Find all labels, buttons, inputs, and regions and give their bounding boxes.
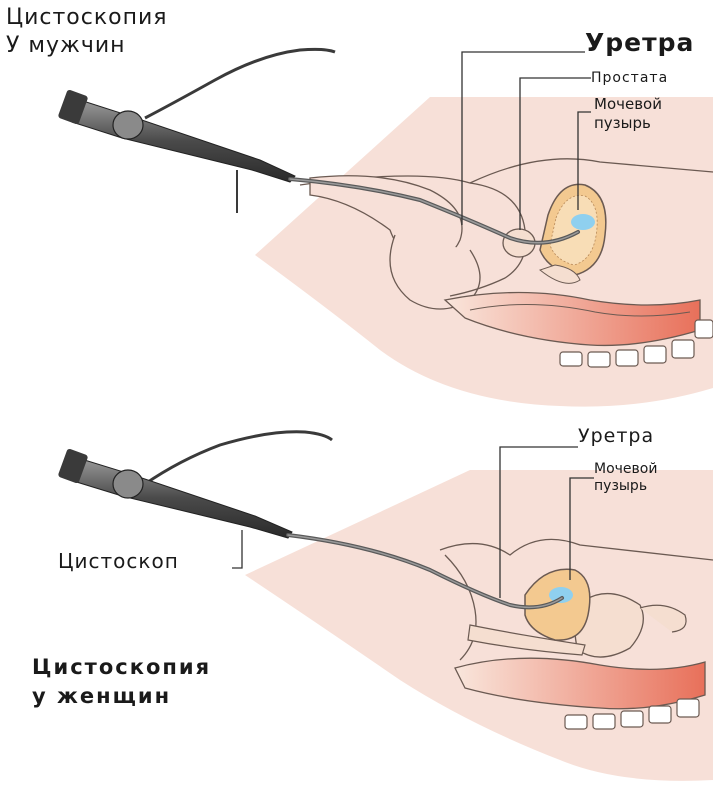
- female-scope-body: [70, 458, 292, 538]
- leader-cystoscope: [232, 530, 242, 568]
- cystoscope-label: Цистоскоп: [58, 549, 179, 573]
- male-scope-knob: [113, 111, 143, 139]
- female-anatomy: [245, 470, 713, 781]
- male-scope-cable: [145, 49, 335, 118]
- urethra-label-female: Уретра: [578, 425, 655, 447]
- urethra-label-male: Уретра: [585, 28, 695, 57]
- male-scope-body: [72, 100, 295, 182]
- male-cystoscopy-title: Цистоскопия У мужчин: [6, 5, 168, 58]
- male-bladder-fluid: [571, 214, 595, 230]
- female-scope-cable: [145, 432, 332, 484]
- bladder-label-male: Мочевой пузырь: [594, 95, 662, 132]
- female-cystoscopy-title: Цистоскопия у женщин: [32, 655, 212, 708]
- prostate-label: Простата: [591, 70, 669, 86]
- bladder-label-female: Мочевой пузырь: [594, 461, 658, 494]
- female-scope-knob: [113, 470, 143, 498]
- male-anatomy: [255, 97, 713, 407]
